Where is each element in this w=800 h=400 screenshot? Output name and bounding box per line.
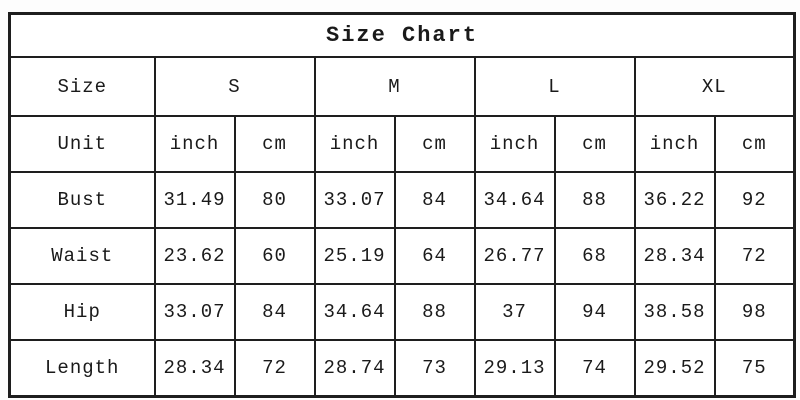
measurement-cell: 28.34 <box>155 340 235 397</box>
measurement-cell: 28.34 <box>635 228 715 284</box>
measurement-cell: 72 <box>715 228 795 284</box>
row-label: Length <box>10 340 155 397</box>
table-row-hip <box>10 284 795 340</box>
measurement-cell: 29.13 <box>475 340 555 397</box>
size-header-row <box>10 57 795 116</box>
row-label: Hip <box>10 284 155 340</box>
unit-cell: cm <box>235 116 315 172</box>
unit-cell: cm <box>715 116 795 172</box>
measurement-cell: 31.49 <box>155 172 235 228</box>
measurement-cell: 34.64 <box>475 172 555 228</box>
measurement-cell: 98 <box>715 284 795 340</box>
size-header-xl: XL <box>635 57 795 116</box>
table-row-waist <box>10 228 795 284</box>
measurement-cell: 88 <box>555 172 635 228</box>
measurement-cell: 28.74 <box>315 340 395 397</box>
row-label: Bust <box>10 172 155 228</box>
size-header-l: L <box>475 57 635 116</box>
measurement-cell: 88 <box>395 284 475 340</box>
measurement-cell: 34.64 <box>315 284 395 340</box>
measurement-cell: 94 <box>555 284 635 340</box>
measurement-cell: 74 <box>555 340 635 397</box>
measurement-cell: 72 <box>235 340 315 397</box>
measurement-cell: 23.62 <box>155 228 235 284</box>
measurement-cell: 38.58 <box>635 284 715 340</box>
measurement-cell: 33.07 <box>155 284 235 340</box>
measurement-cell: 64 <box>395 228 475 284</box>
size-header-s: S <box>155 57 315 116</box>
table-row-length <box>10 340 795 397</box>
row-label: Waist <box>10 228 155 284</box>
measurement-cell: 37 <box>475 284 555 340</box>
unit-cell: cm <box>395 116 475 172</box>
measurement-cell: 60 <box>235 228 315 284</box>
unit-cell: cm <box>555 116 635 172</box>
measurement-cell: 33.07 <box>315 172 395 228</box>
measurement-cell: 25.19 <box>315 228 395 284</box>
measurement-cell: 36.22 <box>635 172 715 228</box>
size-header-m: M <box>315 57 475 116</box>
unit-cell: inch <box>475 116 555 172</box>
measurement-cell: 68 <box>555 228 635 284</box>
unit-header-label: Unit <box>10 116 155 172</box>
measurement-cell: 75 <box>715 340 795 397</box>
unit-cell: inch <box>315 116 395 172</box>
measurement-cell: 84 <box>395 172 475 228</box>
measurement-cell: 92 <box>715 172 795 228</box>
unit-header-row <box>10 116 795 172</box>
measurement-cell: 80 <box>235 172 315 228</box>
chart-title: Size Chart <box>10 14 795 58</box>
title-row <box>10 14 795 58</box>
unit-cell: inch <box>635 116 715 172</box>
size-chart-table <box>8 12 796 398</box>
unit-cell: inch <box>155 116 235 172</box>
size-header-label: Size <box>10 57 155 116</box>
measurement-cell: 29.52 <box>635 340 715 397</box>
measurement-cell: 26.77 <box>475 228 555 284</box>
measurement-cell: 73 <box>395 340 475 397</box>
measurement-cell: 84 <box>235 284 315 340</box>
table-row-bust <box>10 172 795 228</box>
